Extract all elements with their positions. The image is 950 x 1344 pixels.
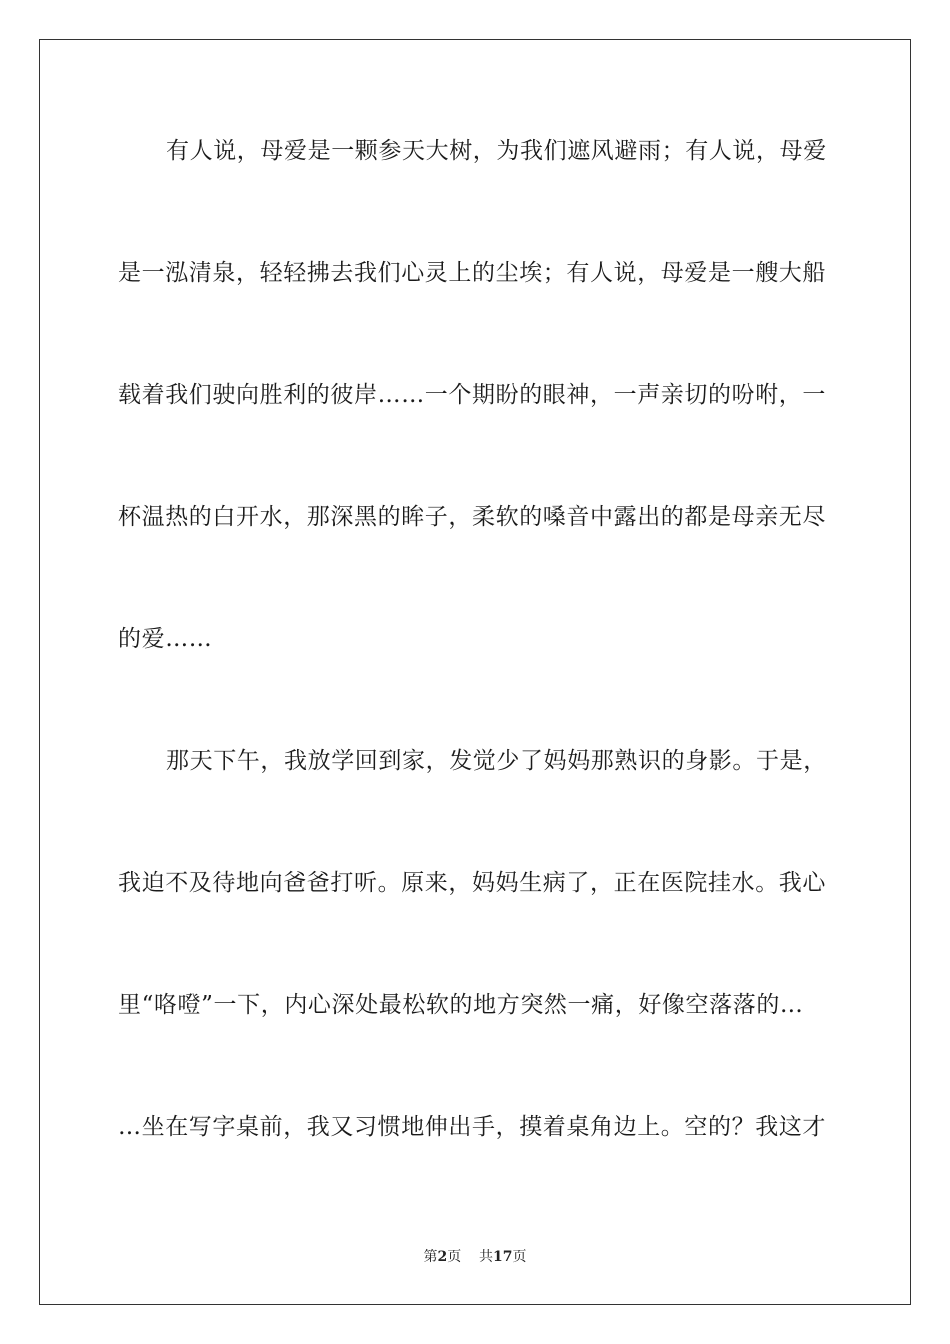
paragraph-2-line-3: 里“咯噔”一下，内心深处最松软的地方突然一痛，好像空落落的… — [118, 992, 804, 1018]
paragraph-1-line-1: 有人说，母爱是一颗参天大树，为我们遮风避雨；有人说，母爱 — [166, 138, 827, 164]
footer-page-prefix: 第 — [423, 1249, 438, 1265]
paragraph-2-line-2: 我迫不及待地向爸爸打听。原来，妈妈生病了，正在医院挂水。我心 — [118, 870, 826, 896]
footer-page-suffix: 页 — [447, 1249, 462, 1265]
paragraph-1-line-2: 是一泓清泉，轻轻拂去我们心灵上的尘埃；有人说，母爱是一艘大船 — [118, 260, 826, 286]
paragraph-1-line-4: 杯温热的白开水，那深黑的眸子，柔软的嗓音中露出的都是母亲无尽 — [118, 504, 826, 530]
paragraph-2-line-1: 那天下午，我放学回到家，发觉少了妈妈那熟识的身影。于是， — [166, 748, 827, 774]
paragraph-1-line-5: 的爱…… — [118, 626, 213, 652]
footer-total-suffix: 页 — [512, 1249, 527, 1265]
footer-page-number: 2 — [437, 1249, 448, 1265]
page-footer — [0, 1248, 950, 1266]
paragraph-2-line-4: …坐在写字桌前，我又习惯地伸出手，摸着桌角边上。空的？我这才 — [118, 1114, 826, 1140]
footer-total-pages: 17 — [493, 1249, 513, 1265]
paragraph-1-line-3: 载着我们驶向胜利的彼岸……一个期盼的眼神，一声亲切的吩咐，一 — [118, 382, 826, 408]
footer-total-prefix: 共 — [479, 1249, 494, 1265]
